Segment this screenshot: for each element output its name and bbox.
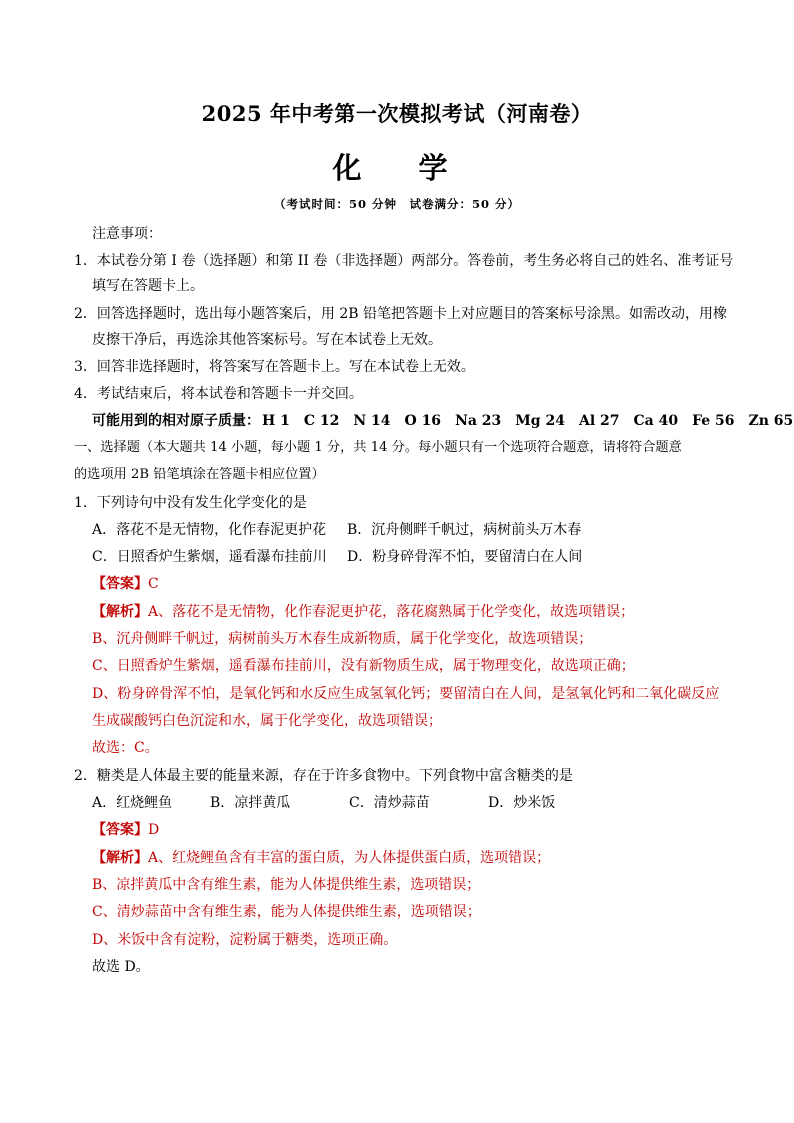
notice-heading: 注意事项： bbox=[92, 226, 162, 242]
answer-value: D bbox=[148, 822, 160, 838]
notice-item-2 bbox=[74, 304, 734, 324]
answer-label: 【答案】 bbox=[92, 822, 148, 838]
question-1-analysis-4: D、粉身碎骨浑不怕，是氧化钙和水反应生成氢氧化钙；要留清白在人间，是氢氧化钙和二氧化碳反应 bbox=[92, 686, 720, 702]
question-2-analysis-2: B、凉拌黄瓜中含有维生素，能为人体提供维生素，选项错误； bbox=[92, 877, 481, 893]
notice-text: 回答非选择题时，将答案写在答题卡上。写在本试卷上无效。 bbox=[96, 359, 475, 375]
analysis-label: 【解析】 bbox=[92, 604, 148, 620]
option-b: B．沉舟侧畔千帆过，病树前头万木春 bbox=[347, 522, 582, 538]
option-c: C．清炒蒜苗 bbox=[349, 795, 430, 811]
analysis-label: 【解析】 bbox=[92, 850, 148, 866]
subject-title: 化 学 bbox=[332, 151, 462, 185]
option-d: D．粉身碎骨浑不怕，要留清白在人间 bbox=[347, 549, 583, 565]
question-2-stem: 2．糖类是人体最主要的能量来源，存在于许多食物中。下列食物中富含糖类的是 bbox=[74, 768, 573, 784]
question-2-analysis-3: C、清炒蒜苗中含有维生素，能为人体提供维生素，选项错误； bbox=[92, 904, 481, 920]
notice-text: 考试结束后，将本试卷和答题卡一并交回。 bbox=[96, 386, 363, 402]
question-2-options bbox=[92, 793, 734, 813]
notice-num: 2． bbox=[74, 306, 97, 322]
atomic-mass: Ca 40 bbox=[633, 413, 679, 429]
atomic-mass: O 16 bbox=[404, 413, 442, 429]
atomic-mass: Fe 56 bbox=[692, 413, 735, 429]
question-2-conclusion: 故选 D。 bbox=[92, 959, 150, 975]
notice-num: 1． bbox=[74, 253, 97, 269]
option-c: C．日照香炉生紫烟，遥看瀑布挂前川 bbox=[92, 549, 327, 565]
atomic-label: 可能用到的相对原子质量： bbox=[92, 413, 260, 429]
question-1-analysis-1 bbox=[92, 602, 734, 622]
answer-label: 【答案】 bbox=[92, 576, 148, 592]
question-1-options-row2 bbox=[92, 547, 734, 567]
notice-text: 回答选择题时，选出每小题答案后，用 2B 铅笔把答题卡上对应题目的答案标号涂黑。如需改动，用橡 bbox=[96, 306, 728, 322]
answer-value: C bbox=[148, 576, 159, 592]
notice-item-3 bbox=[74, 357, 734, 377]
question-1-conclusion: 故选：C。 bbox=[92, 740, 159, 756]
question-2-analysis-4: D、米饭中含有淀粉，淀粉属于糖类，选项正确。 bbox=[92, 932, 398, 948]
question-1-analysis-3: C、日照香炉生紫烟，遥看瀑布挂前川，没有新物质生成，属于物理变化，故选项正确； bbox=[92, 658, 635, 674]
question-1-analysis-5: 生成碳酸钙白色沉淀和水，属于化学变化，故选项错误； bbox=[92, 713, 442, 729]
section-heading: 一、选择题（本大题共 14 小题，每小题 1 分，共 14 分。每小题只有一个选项符合题意，请将符合题意 bbox=[74, 440, 682, 455]
analysis-text: A、红烧鲤鱼含有丰富的蛋白质，为人体提供蛋白质，选项错误； bbox=[148, 850, 551, 866]
option-b: B．凉拌黄瓜 bbox=[210, 795, 291, 811]
exam-title: 2025 年中考第一次模拟考试（河南卷） bbox=[201, 101, 593, 126]
notice-item-1-cont: 填写在答题卡上。 bbox=[92, 278, 204, 294]
atomic-mass: Mg 24 bbox=[515, 413, 565, 429]
section-heading-cont: 的选项用 2B 铅笔填涂在答题卡相应位置） bbox=[74, 467, 325, 482]
option-a: A．红烧鲤鱼 bbox=[92, 795, 173, 811]
atomic-mass: Al 27 bbox=[578, 413, 620, 429]
atomic-mass: H 1 bbox=[262, 413, 290, 429]
option-d: D．炒米饭 bbox=[488, 795, 556, 811]
notice-item-2-cont: 皮擦干净后，再选涂其他答案标号。写在本试卷上无效。 bbox=[92, 332, 442, 348]
option-a: A．落花不是无情物，化作春泥更护花 bbox=[92, 522, 327, 538]
atomic-mass: Na 23 bbox=[455, 413, 502, 429]
question-2-answer bbox=[92, 820, 734, 840]
analysis-text: A、落花不是无情物，化作春泥更护花，落花腐熟属于化学变化，故选项错误； bbox=[148, 604, 635, 620]
atomic-mass: C 12 bbox=[303, 413, 340, 429]
question-1-analysis-2: B、沉舟侧畔千帆过，病树前头万木春生成新物质，属于化学变化，故选项错误； bbox=[92, 631, 593, 647]
notice-num: 4． bbox=[74, 386, 97, 402]
notice-text: 本试卷分第 I 卷（选择题）和第 II 卷（非选择题）两部分。答卷前，考生务必将自己的姓名、准考证号 bbox=[96, 253, 734, 269]
question-1-stem: 1．下列诗句中没有发生化学变化的是 bbox=[74, 495, 307, 511]
atomic-mass: Zn 65 bbox=[748, 413, 794, 429]
question-2-analysis-1 bbox=[92, 848, 734, 868]
question-1-options-row1 bbox=[92, 520, 734, 540]
notice-num: 3． bbox=[74, 359, 97, 375]
atomic-mass: N 14 bbox=[353, 413, 391, 429]
atomic-masses bbox=[92, 411, 794, 431]
exam-meta: （考试时间：50 分钟 试卷满分：50 分） bbox=[273, 197, 520, 211]
notice-item-4 bbox=[74, 384, 734, 404]
notice-item-1 bbox=[74, 251, 734, 271]
question-1-answer bbox=[92, 574, 734, 594]
